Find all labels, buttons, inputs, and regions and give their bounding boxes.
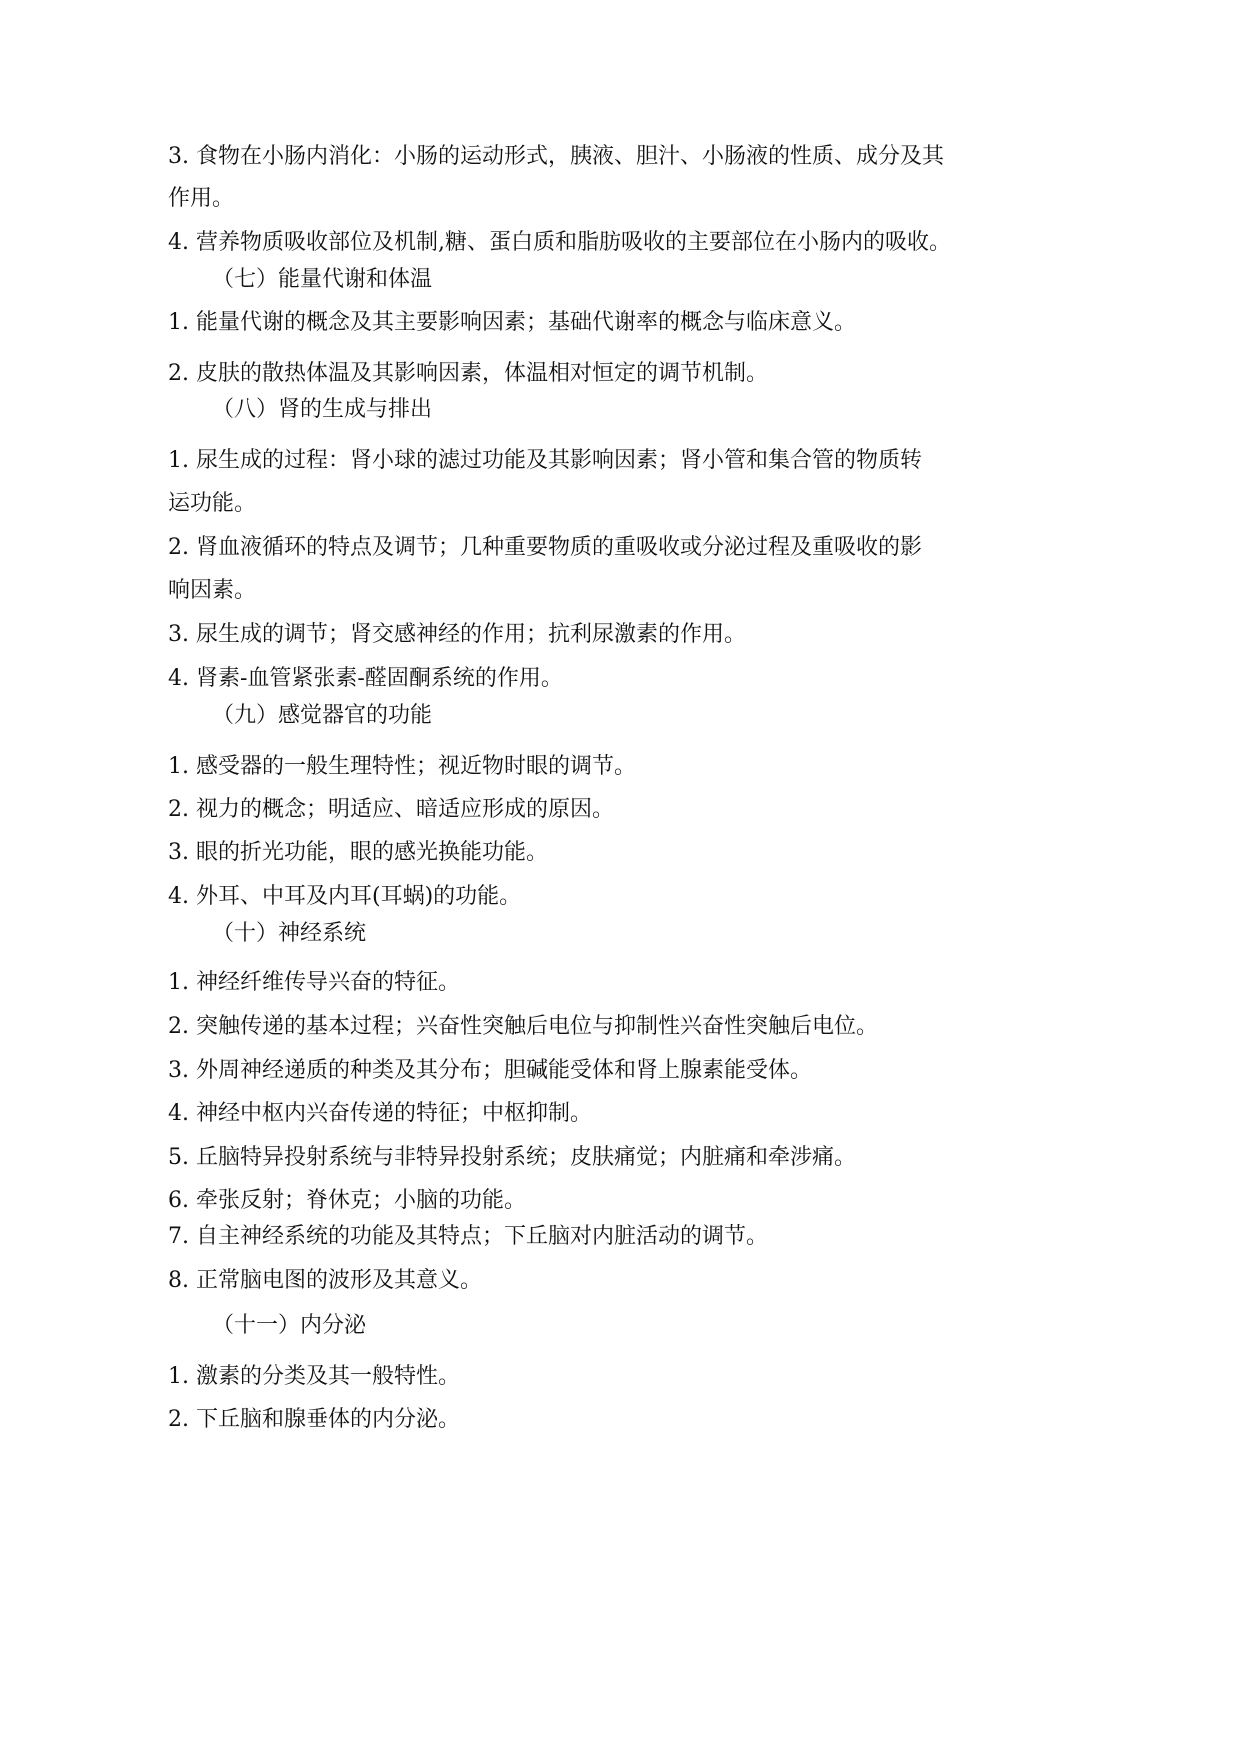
list-item: 2. 下丘脑和腺垂体的内分泌。 [168,1407,460,1432]
list-item: 2. 视力的概念；明适应、暗适应形成的原因。 [168,797,614,822]
list-item: 4. 神经中枢内兴奋传递的特征；中枢抑制。 [168,1101,592,1126]
section-heading: （十）神经系统 [212,921,367,946]
list-item: 1. 尿生成的过程：肾小球的滤过功能及其影响因素；肾小管和集合管的物质转 [168,448,922,473]
list-item: 6. 牵张反射；脊休克；小脑的功能。 [168,1188,526,1213]
list-item: 2. 肾血液循环的特点及调节；几种重要物质的重吸收或分泌过程及重吸收的影 [168,535,922,560]
list-item: 8. 正常脑电图的波形及其意义。 [168,1268,482,1293]
section-heading: （八）肾的生成与排出 [212,397,433,422]
list-item: 2. 突触传递的基本过程；兴奋性突触后电位与抑制性兴奋性突触后电位。 [168,1014,878,1039]
section-heading: （十一）内分泌 [212,1313,367,1338]
list-item: 2. 皮肤的散热体温及其影响因素，体温相对恒定的调节机制。 [168,361,768,386]
list-item: 7. 自主神经系统的功能及其特点；下丘脑对内脏活动的调节。 [168,1224,768,1249]
list-item: 5. 丘脑特异投射系统与非特异投射系统；皮肤痛觉；内脏痛和牵涉痛。 [168,1145,856,1170]
list-item: 3. 食物在小肠内消化：小肠的运动形式，胰液、胆汁、小肠液的性质、成分及其 [168,144,944,169]
list-item: 3. 外周神经递质的种类及其分布；胆碱能受体和肾上腺素能受体。 [168,1058,812,1083]
list-item: 作用。 [168,186,235,211]
list-item: 4. 营养物质吸收部位及机制,糖、蛋白质和脂肪吸收的主要部位在小肠内的吸收。 [168,230,951,255]
list-item: 4. 肾素-血管紧张素-醛固酮系统的作用。 [168,666,563,691]
list-item: 响因素。 [168,578,257,603]
list-item: 1. 神经纤维传导兴奋的特征。 [168,970,460,995]
list-item: 3. 尿生成的调节；肾交感神经的作用；抗利尿激素的作用。 [168,622,746,647]
list-item: 运功能。 [168,491,257,516]
list-item: 1. 感受器的一般生理特性；视近物时眼的调节。 [168,754,636,779]
list-item: 1. 能量代谢的概念及其主要影响因素；基础代谢率的概念与临床意义。 [168,310,856,335]
list-item: 1. 激素的分类及其一般特性。 [168,1364,460,1389]
section-heading: （九）感觉器官的功能 [212,703,433,728]
list-item: 4. 外耳、中耳及内耳(耳蜗)的功能。 [168,884,522,909]
section-heading: （七）能量代谢和体温 [212,267,433,292]
list-item: 3. 眼的折光功能，眼的感光换能功能。 [168,840,548,865]
